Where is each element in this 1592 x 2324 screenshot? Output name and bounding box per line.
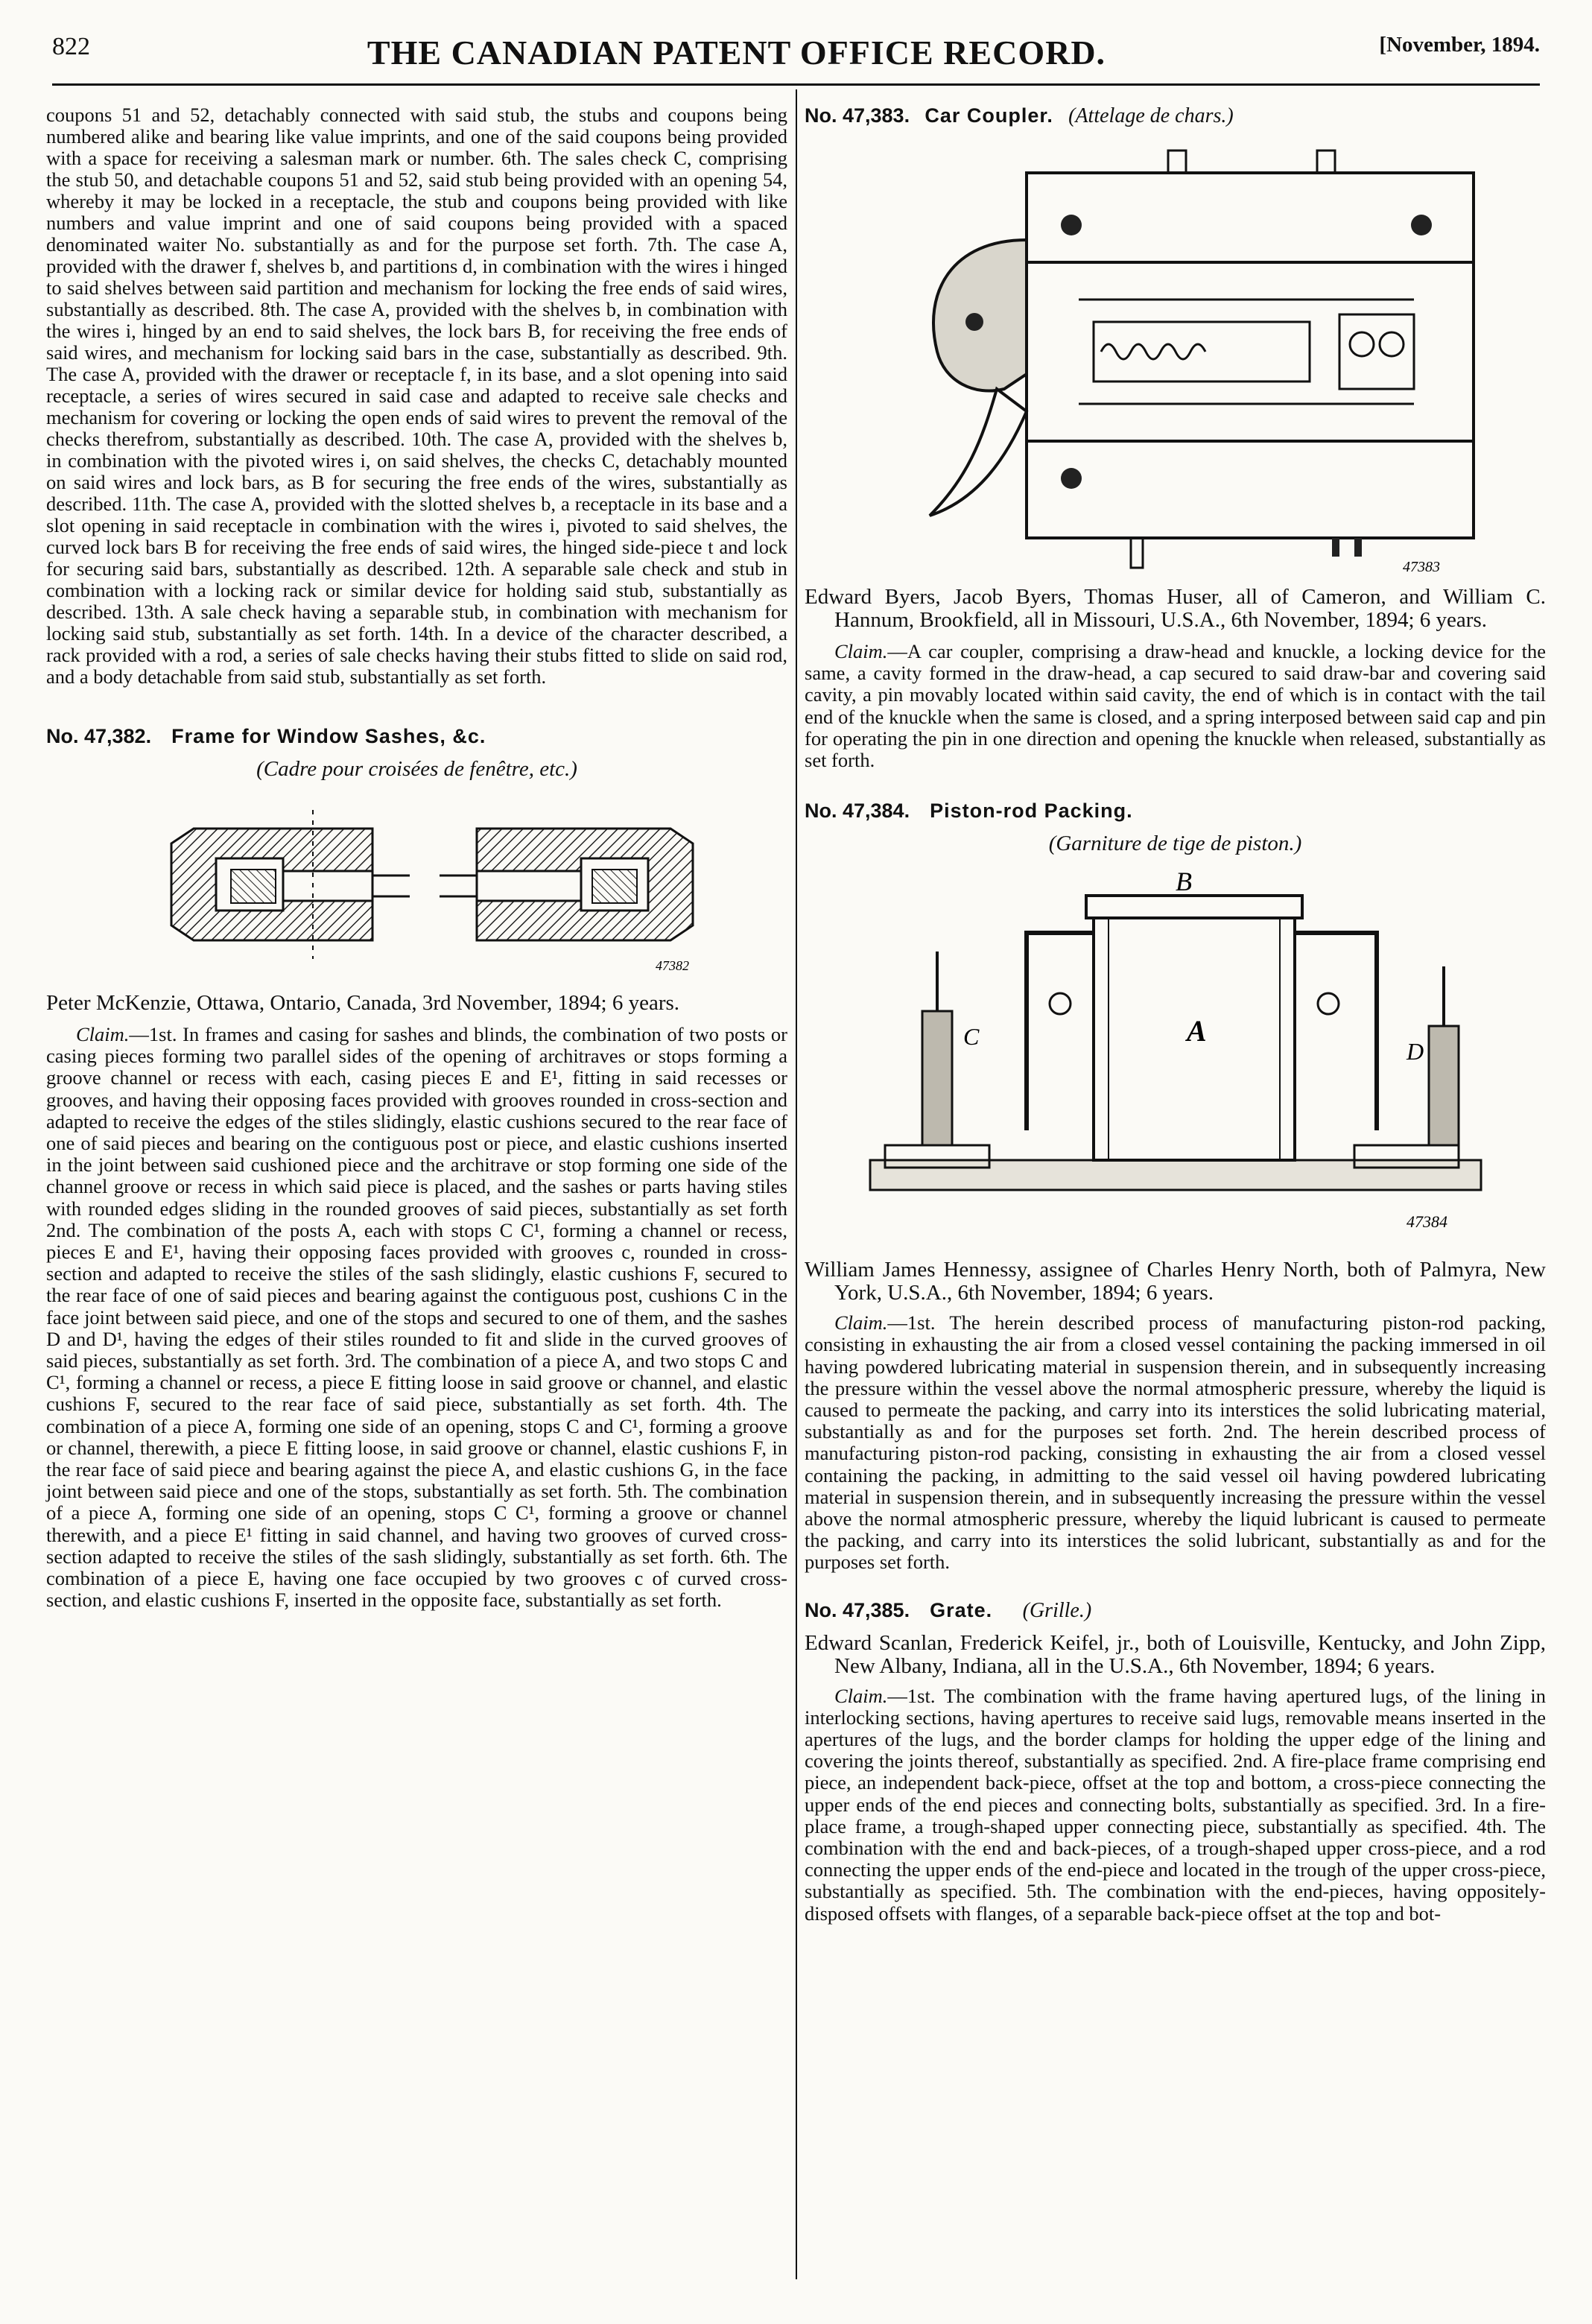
patent-title: Piston-rod Packing. [930,800,1133,823]
piston-packing-figure [840,862,1511,1250]
page-number: 822 [52,33,90,60]
window-frame-figure [89,788,745,981]
column-divider [796,89,797,2279]
patent-french-title: (Grille.) [1022,1598,1092,1622]
patent-47384-heading [805,800,1546,823]
patent-47385-claims: Claim.—1st. The combination with the frame having apertured lugs, of the lining in interlocking sections, having apertures to receive said lugs, removable means inserted in the apertures of the lugs, and the border clamps for holding the upper edge of the lining and covering the joints thereof, substantially as specified. 2nd. A fire-place frame comprising end piece, an independent back-piece, offset at the top and bottom, a cross-piece connecting the upper ends of the end pieces and connecting bolts, substantially as specified. 3rd. In a fire-place frame, a trough-shaped upper connecting piece, substantially as specified. 4th. The combination with the end and back-pieces, of a trough-shaped upper cross-piece, and a rod connecting the upper ends of the end-piece and located in the trough of the upper cross-piece, substantially as specified. 5th. The combination with the end-pieces, having oppositely-disposed offsets with flanges, of a separable back-piece offset at the top and bot- [805,1684,1546,1925]
patent-47385-heading [805,1599,1546,1623]
left-column [46,104,787,1611]
patent-47382-claims: Claim.—1st. In frames and casing for sashes and blinds, the combination of two posts or casing pieces forming two parallel sides of the opening of architraves or stops forming a groove channel or recess with each, casing pieces E and E¹, fitting in said recesses or grooves, and having their opposing faces provided with grooves rounded in cross-section and adapted to receive the edges of the stiles slidingly, elastic cushions secured to the rear face of one of said pieces and bearing on the contiguous post or piece, and elastic cushions inserted in the joint between said cushioned piece and the architrave or stop forming one side of the channel groove or recess in which said piece is placed, and the sashes or parts having stiles with rounded edges sliding in the rounded grooves of said pieces, substantially as set forth 2nd. The combination of the posts A, each with stops C C¹, forming a channel or recess, pieces E and E¹, having their opposing faces provided with grooves c, rounded in cross-section and adapted to receive the stiles of the sash slidingly, elastic cushions F, secured to the rear face of one of said pieces and bearing against the contiguous post, cushions C in the face joint between said piece, and one of the stops and secured to one of them, and the sashes D and D¹, having the edges of their stiles rounded to fit and slide in the curved grooves of said pieces, substantially as set forth. 3rd. The combination of a piece A, and two stops C and C¹, forming a channel or recess, a piece E fitting loose in said groove or channel, and elastic cushions F, secured to the rear face of said piece, substantially as set forth. 4th. The combination of a piece A, forming one side of an opening, stops C and C¹, forming a groove or channel, therewith, a piece E fitting loose, in said groove or channel, elastic cushions F, in the rear face of said piece and bearing against the piece A, and elastic cushions G, in the face joint between said piece and one of the stops, substantially as set forth. 5th. The combination of a piece A, forming one side of an opening, stops C C¹, forming a groove or channel therewith, and a piece E¹ fitting in said channel, and having two grooves of curved cross-section adapted to receive the stiles of the sash slidingly, substantially as set forth. 6th. The combination of a piece E, having one face occupied by two grooves c of curved cross-section, and elastic cushions F, inserted in the opposite face, substantially as set forth. [46,1023,787,1612]
patent-title: Grate. [930,1598,993,1621]
patent-number: No. 47,384. [805,800,910,823]
figure-number: 47384 [1406,1212,1447,1232]
figure-number: 47383 [1402,559,1440,575]
svg-text:B: B [1175,867,1192,897]
patent-number: No. 47,385. [805,1598,910,1621]
patent-47383-heading [805,104,1546,128]
svg-text:C: C [963,1023,979,1051]
svg-text:A: A [1186,1014,1207,1048]
patent-47382-heading [46,725,787,748]
patent-47384-inventors: William James Hennessy, assignee of Charles Henry North, both of Palmyra, New York, U.S.A., 6th November, 1894; 6 years. [805,1258,1546,1305]
issue-date: [November, 1894. [1379,33,1540,57]
continued-claims: coupons 51 and 52, detachably connected with said stub, the stubs and coupons being numbered alike and bearing like value imprints, and one of the said coupons being provided with a space for receiving a salesman mark or number. 6th. The sales check C, comprising the stub 50, and detachable coupons 51 and 52, said stub being provided with an opening 54, whereby it may be locked in a receptacle, the stub and coupons being provided with like numbers and value imprint and one of said coupons being provided with a spaced denominated waiter No. substantially as and for the purpose set forth. 7th. The case A, provided with the drawer f, shelves b, and partitions d, in combination with the wires i hinged to said shelves between said partition and mechanism for locking the free ends of said wires, substantially as described. 8th. The case A, provided with the shelves b, in combination with the wires i, hinged by an end to said shelves, the lock bars B, for receiving the free ends of said wires, and mechanism for locking said bars in the case, substantially as described. 9th. The case A, provided with the drawer or receptacle f, in its base, and a slot opening into said receptacle, a series of wires secured in said case and adapted to receive sale checks and mechanism for covering or locking the open ends of said wires to prevent the removal of the checks therefrom, substantially as described. 10th. The case A, provided with the shelves b, in combination with the pivoted wires i, on said shelves, the checks C, detachably mounted on said wires and lock bars, as B for securing the free ends of the wires, substantially as described. 11th. The case A, provided with the slotted shelves b, a receptacle in its base and a slot opening in said receptacle in combination with the wires i, pivoted to said shelves, the curved lock bars B for receiving the free ends of said wires, the hinged side-piece t and lock for securing said bars, substantially as described. 12th. A separable sale check and stub in combination with a locking rack or similar device for holding said stub, substantially as described. 13th. A sale check having a separable stub, in combination with mechanism for locking said stub, substantially as set forth. 14th. In a device of the character described, a rack provided with a rod, a series of sale checks having their stubs fitted to slide on said rod, and a body detachable from said stub, substantially as set forth. [46,104,787,688]
right-column [805,104,1546,1925]
publication-title: THE CANADIAN PATENT OFFICE RECORD. [367,34,1106,72]
patent-number: No. 47,382. [46,725,152,747]
figure-number: 47382 [655,958,689,973]
car-coupler-figure [855,128,1496,575]
patent-title: Car Coupler. [925,104,1053,127]
patent-number: No. 47,383. [805,104,910,127]
header-rule [52,83,1540,86]
page-header [52,33,1540,85]
patent-french-title: (Attelage de chars.) [1068,104,1234,127]
svg-text:D: D [1406,1038,1424,1066]
patent-47385-inventors: Edward Scanlan, Frederick Keifel, jr., both of Louisville, Kentucky, and John Zipp, New Albany, Indiana, all in the U.S.A., 6th November, 1894; 6 years. [805,1630,1546,1678]
patent-47383-inventors: Edward Byers, Jacob Byers, Thomas Huser, all of Cameron, and William C. Hannum, Brookfield, all in Missouri, U.S.A., 6th November, 1894; 6 years. [805,585,1546,632]
patent-french-title: (Garniture de tige de piston.) [1048,832,1302,856]
patent-french-title: (Cadre pour croisées de fenêtre, etc.) [256,757,577,781]
patent-47384-claims: Claim.—1st. The herein described process of manufacturing piston-rod packing, consisting in exhausting the air from a closed vessel containing the packing immersed in oil having powdered lubricating material in suspension therein, and in subsequently increasing the pressure within the vessel above the normal atmospheric pressure, whereby the liquid is caused to permeate the packing, and carry into its interstices the solid lubricating material, substantially as and for the purposes set forth. 2nd. The herein described process of manufacturing piston-rod packing, consisting in exhausting the air from a closed vessel containing the packing, in admitting to the said vessel oil having powdered lubricating material in suspension therein, and in subsequently increasing the pressure within the vessel above the normal atmospheric pressure, whereby the liquid lubricant is caused to permeate the packing, and carry into its interstices the solid lubricant, substantially as and for the purposes set forth. [805,1311,1546,1574]
patent-47383-claims: Claim.—A car coupler, comprising a draw-head and knuckle, a locking device for the same, a cavity formed in the draw-head, a cap secured to said draw-bar and covering said cavity, a pin movably located within said cavity, the end of which is in contact with the tail end of the knuckle when the same is closed, and a spring interposed between said cap and pin for operating the pin in one direction and opening the knuckle when released, substantially as set forth. [805,640,1546,772]
patent-47382-inventors: Peter McKenzie, Ottawa, Ontario, Canada, 3rd November, 1894; 6 years. [46,991,680,1015]
patent-title: Frame for Window Sashes, &c. [171,725,486,747]
